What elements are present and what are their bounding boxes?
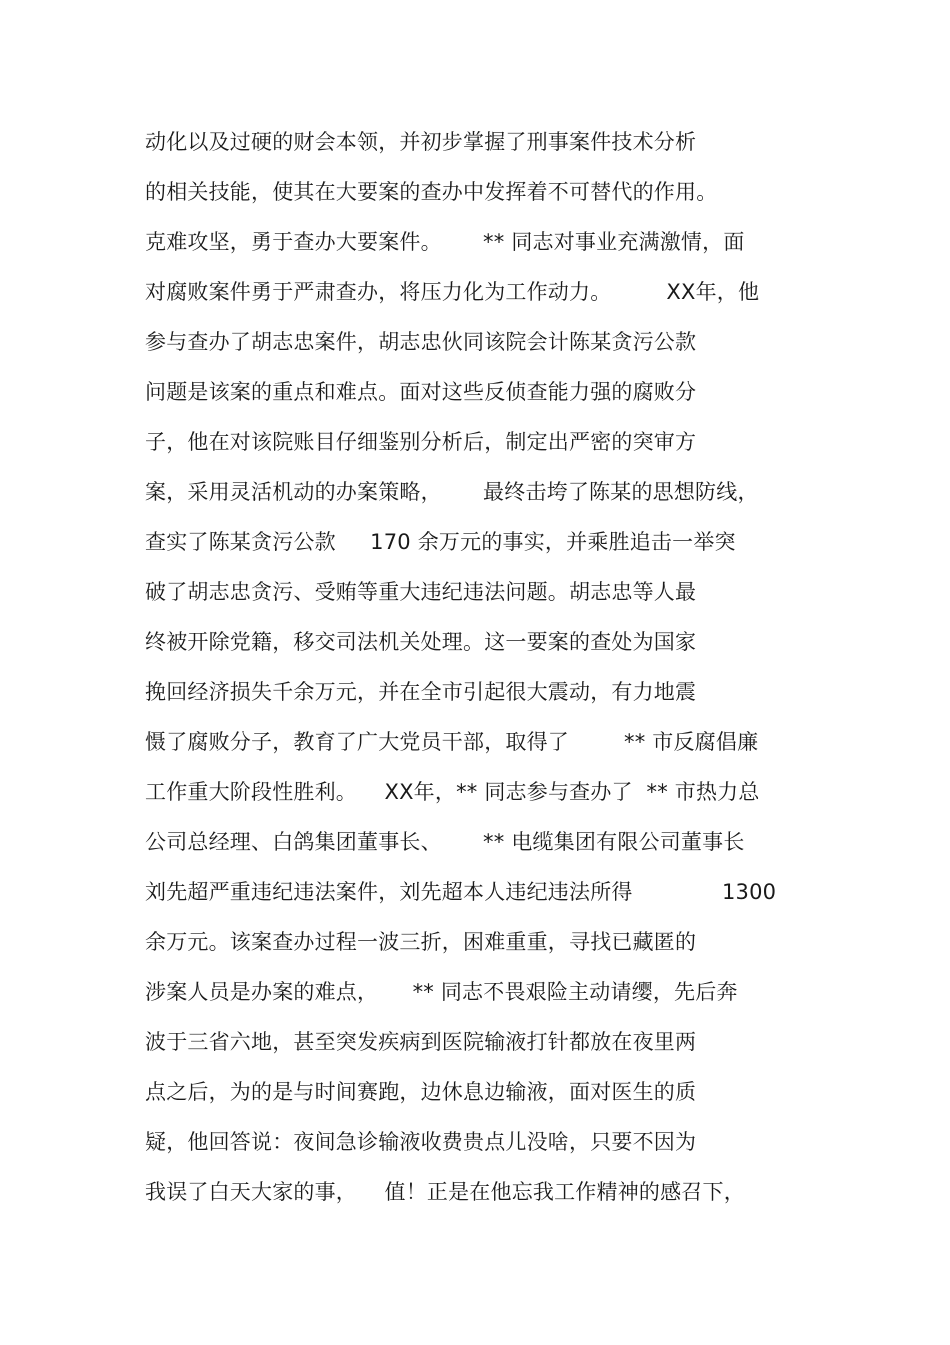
- text-line: 查实了陈某贪污公款 170 余万元的事实，并乘胜追击一举突: [145, 530, 736, 554]
- text-line: 挽回经济损失千余万元，并在全市引起很大震动，有力地震: [145, 680, 697, 704]
- text-line: 案，采用灵活机动的办案策略， 最终击垮了陈某的思想防线，: [145, 480, 759, 504]
- text-line: 动化以及过硬的财会本领，并初步掌握了刑事案件技术分析: [145, 130, 697, 154]
- text-line: 终被开除党籍，移交司法机关处理。这一要案的查处为国家: [145, 630, 697, 654]
- text-line: 子，他在对该院账目仔细鉴别分析后，制定出严密的突审方: [145, 430, 697, 454]
- document-body: [145, 117, 845, 1217]
- text-line: 破了胡志忠贪污、受贿等重大违纪违法问题。胡志忠等人最: [145, 580, 697, 604]
- text-line: 涉案人员是办案的难点， ** 同志不畏艰险主动请缨，先后奔: [145, 980, 738, 1004]
- text-line: 疑，他回答说：夜间急诊输液收费贵点儿没啥，只要不因为: [145, 1130, 697, 1154]
- text-line: 刘先超严重违纪违法案件，刘先超本人违纪违法所得 1300: [145, 880, 777, 904]
- text-line: 的相关技能，使其在大要案的查办中发挥着不可替代的作用。: [145, 180, 718, 204]
- text-line: 波于三省六地，甚至突发疾病到医院输液打针都放在夜里两: [145, 1030, 697, 1054]
- text-line: 慑了腐败分子，教育了广大党员干部，取得了 ** 市反腐倡廉: [145, 730, 759, 754]
- text-line: 对腐败案件勇于严肃查办，将压力化为工作动力。 XX年，他: [145, 280, 760, 304]
- text-line: 点之后，为的是与时间赛跑，边休息边输液，面对医生的质: [145, 1080, 697, 1104]
- text-line: 参与查办了胡志忠案件，胡志忠伙同该院会计陈某贪污公款: [145, 330, 697, 354]
- text-line: 问题是该案的重点和难点。面对这些反侦查能力强的腐败分: [145, 380, 697, 404]
- text-line: 我误了白天大家的事， 值！正是在他忘我工作精神的感召下，: [145, 1180, 745, 1204]
- text-line: 工作重大阶段性胜利。 XX年，** 同志参与查办了 ** 市热力总: [145, 780, 760, 804]
- text-line: 公司总经理、白鸽集团董事长、 ** 电缆集团有限公司董事长: [145, 830, 745, 854]
- text-line: 余万元。该案查办过程一波三折，困难重重，寻找已藏匿的: [145, 930, 697, 954]
- text-line: 克难攻坚，勇于查办大要案件。 ** 同志对事业充满激情，面: [145, 230, 745, 254]
